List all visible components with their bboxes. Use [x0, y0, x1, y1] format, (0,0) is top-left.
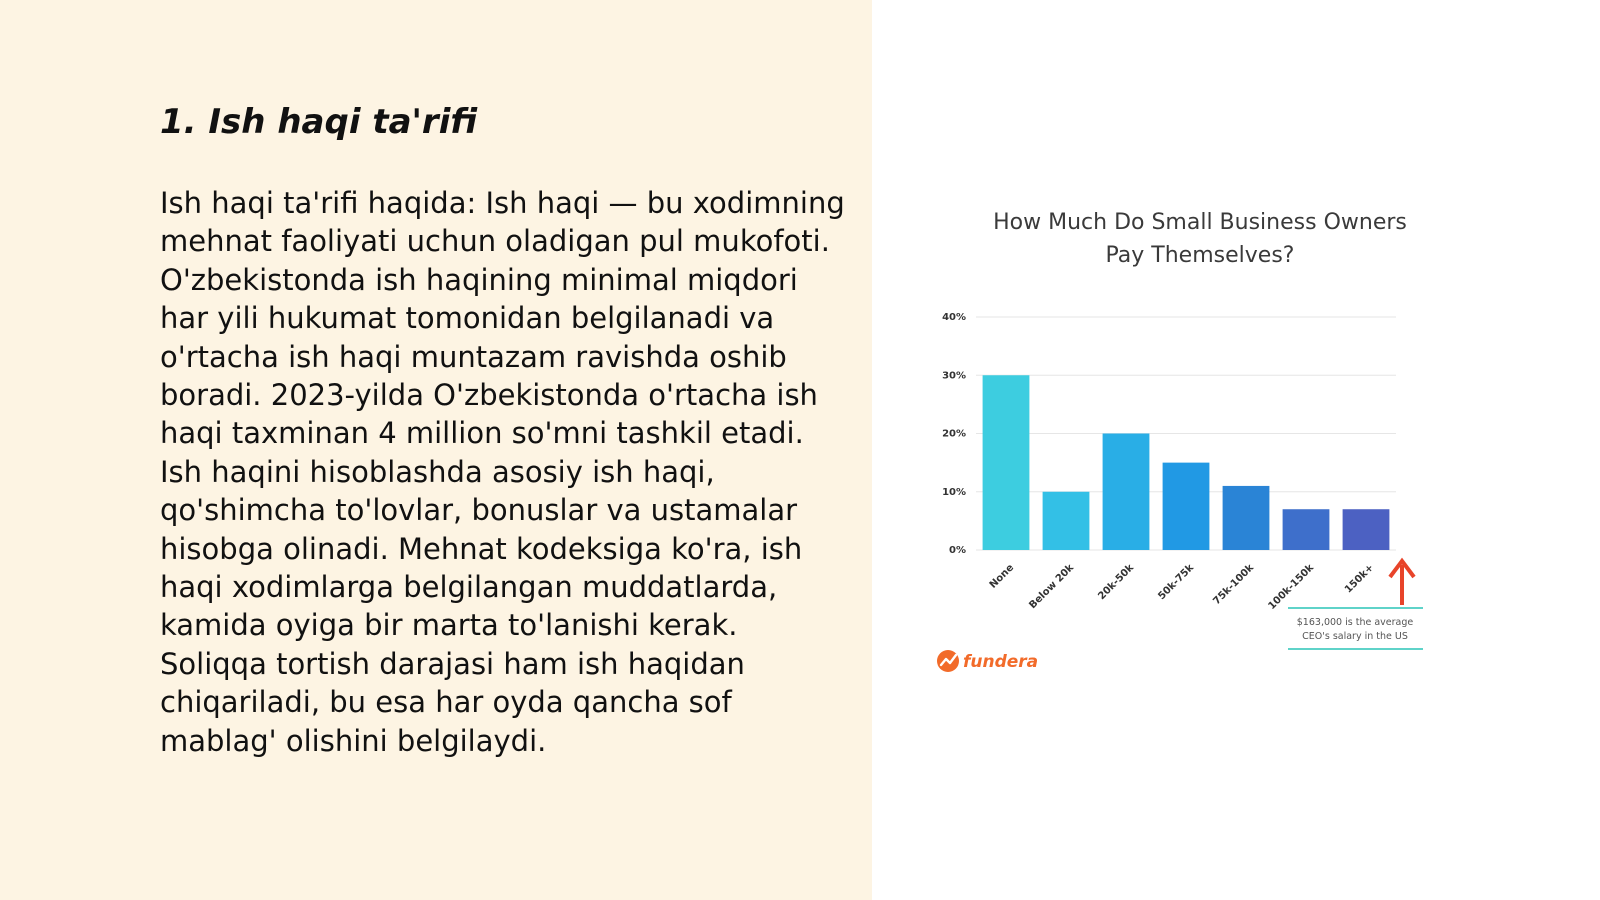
bar-100k-150k [1283, 509, 1330, 550]
slide-title: 1. Ish haqi ta'rifi [160, 102, 478, 142]
bar-below-20k [1043, 492, 1090, 550]
y-tick-label: 40% [942, 312, 966, 323]
y-tick-label: 20% [942, 428, 966, 440]
x-tick-label: 20k-50k [1096, 562, 1137, 603]
bar-75k-100k [1223, 486, 1270, 550]
bar-20k-50k [1103, 434, 1150, 551]
x-tick-label: 50k-75k [1156, 562, 1197, 603]
x-tick-label: 75k-100k [1211, 562, 1257, 608]
y-tick-label: 10% [942, 486, 966, 498]
annotation-line-2: CEO's salary in the US [1302, 631, 1408, 642]
y-tick-label: 30% [942, 370, 966, 382]
x-tick-label: None [987, 562, 1017, 591]
x-tick-label: 150k+ [1342, 562, 1377, 596]
fundera-logo-text: fundera [963, 652, 1039, 672]
y-tick-label: 0% [949, 545, 966, 556]
annotation-line-1: $163,000 is the average [1296, 617, 1414, 628]
fundera-logo [937, 650, 1038, 672]
chart-bars [983, 375, 1390, 550]
chart-x-ticks [988, 562, 1376, 612]
chart-title-line-2: Pay Themselves? [1105, 243, 1295, 268]
chart-y-ticks [942, 312, 966, 556]
slide-body-text: Ish haqi ta'rifi haqida: Ish haqi — bu xodimning mehnat faoliyati uchun oladigan pul mukofoti. O'zbekistonda ish haqining minimal miqdori har yili hukumat tomonidan belgilanadi va o'rtacha ish haqi muntazam ravishda oshib boradi. 2023-yilda O'zbekistonda o'rtacha ish haqi taxminan 4 million so'mni tashkil etadi. Ish haqini hisoblashda asosiy ish haqi, qo'shimcha to'lovlar, bonuslar va ustamalar hisobga olinadi. Mehnat kodeksiga ko'ra, ish haqi xodimlarga belgilangan muddatlarda, kamida oyiga bir marta to'lanishi kerak. Soliqqa tortish darajasi ham ish haqidan chiqariladi, bu esa har oyda qancha sof mablag' olishini belgilaydi. [160, 186, 845, 758]
x-tick-label: Below 20k [1027, 562, 1077, 612]
bar-50k-75k [1163, 463, 1210, 550]
x-tick-label: 100k-150k [1266, 562, 1317, 612]
chart-title-line-1: How Much Do Small Business Owners [993, 210, 1407, 235]
ceo-salary-annotation [1288, 608, 1423, 649]
bar-150k [1343, 509, 1390, 550]
bar-none [983, 375, 1030, 550]
ceo-salary-arrow-icon [1390, 561, 1414, 605]
salary-bar-chart [930, 195, 1490, 705]
